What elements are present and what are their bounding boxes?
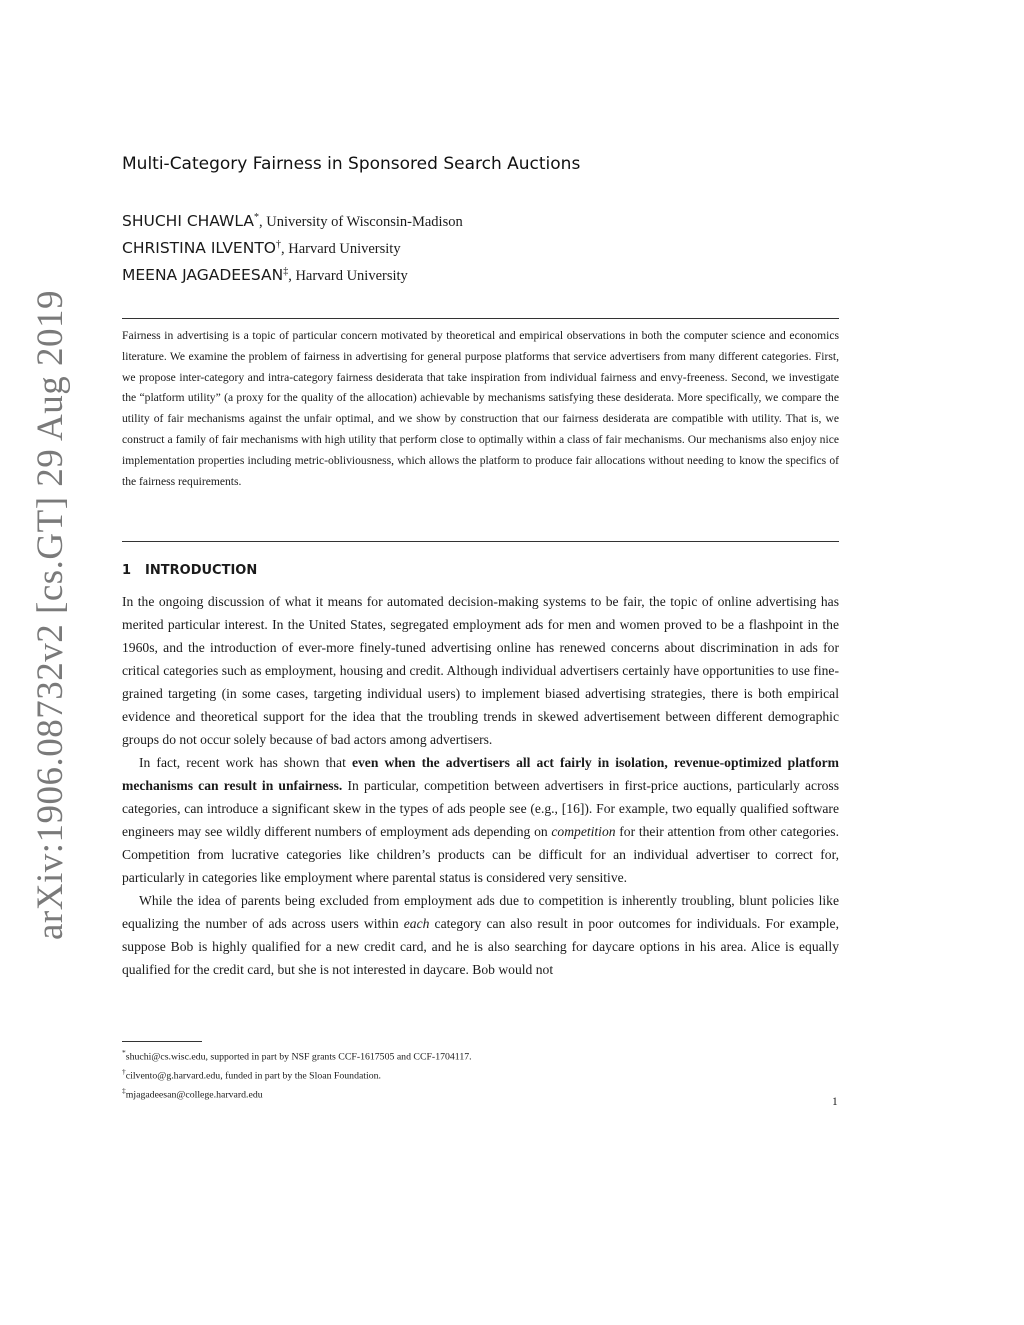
- footnote-3: [122, 1084, 472, 1103]
- paragraph-3-start: While the idea of parents being excluded from employment ads due to competition is inherently troubling, blunt policies like equalizing the number of ads across users within: [122, 893, 839, 931]
- paragraph-2-emphasis: even when the advertisers all act fairly in isolation, revenue-optimized platform mechanisms can result in unfairness.: [122, 755, 840, 793]
- footnote-mark: †: [122, 1066, 126, 1076]
- paragraph-3-end: category can also result in poor outcomes for individuals. For example, suppose Bob is highly qualified for a new credit card, and he is also searching for daycare options in his area. Alice is equally qualified for the credit card, but she is not interested in daycare. Bob would not: [122, 916, 839, 977]
- section-number: 1: [122, 563, 132, 578]
- paragraph-3: [122, 889, 839, 981]
- author-name: MEENA JAGADEESAN: [122, 266, 284, 284]
- author-1: [122, 212, 463, 231]
- paragraph-2-italic: competition: [551, 824, 616, 839]
- footnote-2: [122, 1065, 472, 1084]
- author-affiliation: , Harvard University: [288, 268, 408, 284]
- author-mark: ‡: [283, 266, 289, 278]
- abstract: Fairness in advertising is a topic of particular concern motivated by theoretical and empirical observations in both the computer science and economics literature. We examine the problem of fairness in advertising for general purpose platforms that service advertisers from many different categories. First, we propose inter-category and intra-category fairness desiderata that take inspiration from individual fairness and envy-freeness. Second, we investigate the “platform utility” (a proxy for the quality of the allocation) achievable by mechanisms satisfying these desiderata. More specifically, we compare the utility of fair mechanisms against the unfair optimal, and we show by construction that our fairness desiderata are compatible with utility. That is, we construct a family of fair mechanisms with high utility that perform close to optimally within a class of fair mechanisms. Our mechanisms also enjoy nice implementation properties including metric-obliviousness, which allows the platform to produce fair allocations without needing to know the specifics of the fairness requirements.: [122, 329, 839, 488]
- author-affiliation: , University of Wisconsin-Madison: [258, 214, 463, 230]
- footnote-text: shuchi@cs.wisc.edu, supported in part by NSF grants CCF-1617505 and CCF-1704117.: [125, 1051, 472, 1063]
- author-mark: †: [276, 239, 281, 251]
- author-3: [122, 266, 408, 285]
- abstract-top-rule: [122, 318, 839, 319]
- footnote-text: mjagadeesan@college.harvard.edu: [125, 1088, 263, 1100]
- paragraph-2-end: for their attention from other categories. Competition from lucrative categories like children’s products can be difficult for an individual advertiser to correct for, particularly in categories like employment where parental status is considered very sensitive.: [122, 824, 839, 885]
- paragraph-1: In the ongoing discussion of what it means for automated decision-making systems to be fair, the topic of online advertising has merited particular interest. In the United States, segregated employment ads for men and women proved to be a flashpoint in the 1960s, and the introduction of ever-more finely-tuned advertising online has renewed concerns about discrimination in ads for critical categories such as employment, housing and credit. Although individual advertisers certainly have opportunities to use fine-grained targeting (in some cases, targeting individual users) to implement biased advertising strategies, there is both empirical evidence and theoretical support for the idea that the troubling trends in skewed advertisement between different demographic groups do not occur solely because of bad actors among advertisers.: [122, 594, 839, 747]
- abstract-bottom-rule: [122, 541, 839, 542]
- footnote-text: cilvento@g.harvard.edu, funded in part by the Sloan Foundation.: [125, 1070, 381, 1082]
- paragraph-3-italic: each: [403, 916, 430, 931]
- body-text: [122, 590, 839, 981]
- page-number: 1: [832, 1096, 838, 1108]
- author-affiliation: , Harvard University: [281, 241, 401, 257]
- footnote-mark: ‡: [122, 1085, 126, 1095]
- footnote-mark: *: [122, 1048, 126, 1057]
- paper-title: Multi-Category Fairness in Sponsored Search Auctions: [122, 154, 581, 174]
- footnotes: [122, 1046, 472, 1102]
- paragraph-2-middle: In particular, competition between advertisers in first-price auctions, particularly across categories, can introduce a significant skew in the types of ads people see (e.g., [16]). For example, two equally qualified software engineers may see wildly different numbers of employment ads depending on: [122, 778, 839, 839]
- paragraph-2-start: In fact, recent work has shown that: [139, 755, 352, 770]
- author-2: [122, 239, 401, 258]
- paragraph-2: [122, 751, 839, 889]
- footnote-rule: [122, 1041, 202, 1042]
- footnote-1: [122, 1046, 472, 1065]
- author-name: SHUCHI CHAWLA: [122, 212, 254, 230]
- author-mark: *: [253, 212, 259, 224]
- arxiv-identifier: arXiv:1906.08732v2 [cs.GT] 29 Aug 2019: [30, 290, 71, 940]
- section-title: INTRODUCTION: [145, 563, 258, 578]
- section-heading: [122, 563, 257, 578]
- author-name: CHRISTINA ILVENTO: [122, 239, 276, 257]
